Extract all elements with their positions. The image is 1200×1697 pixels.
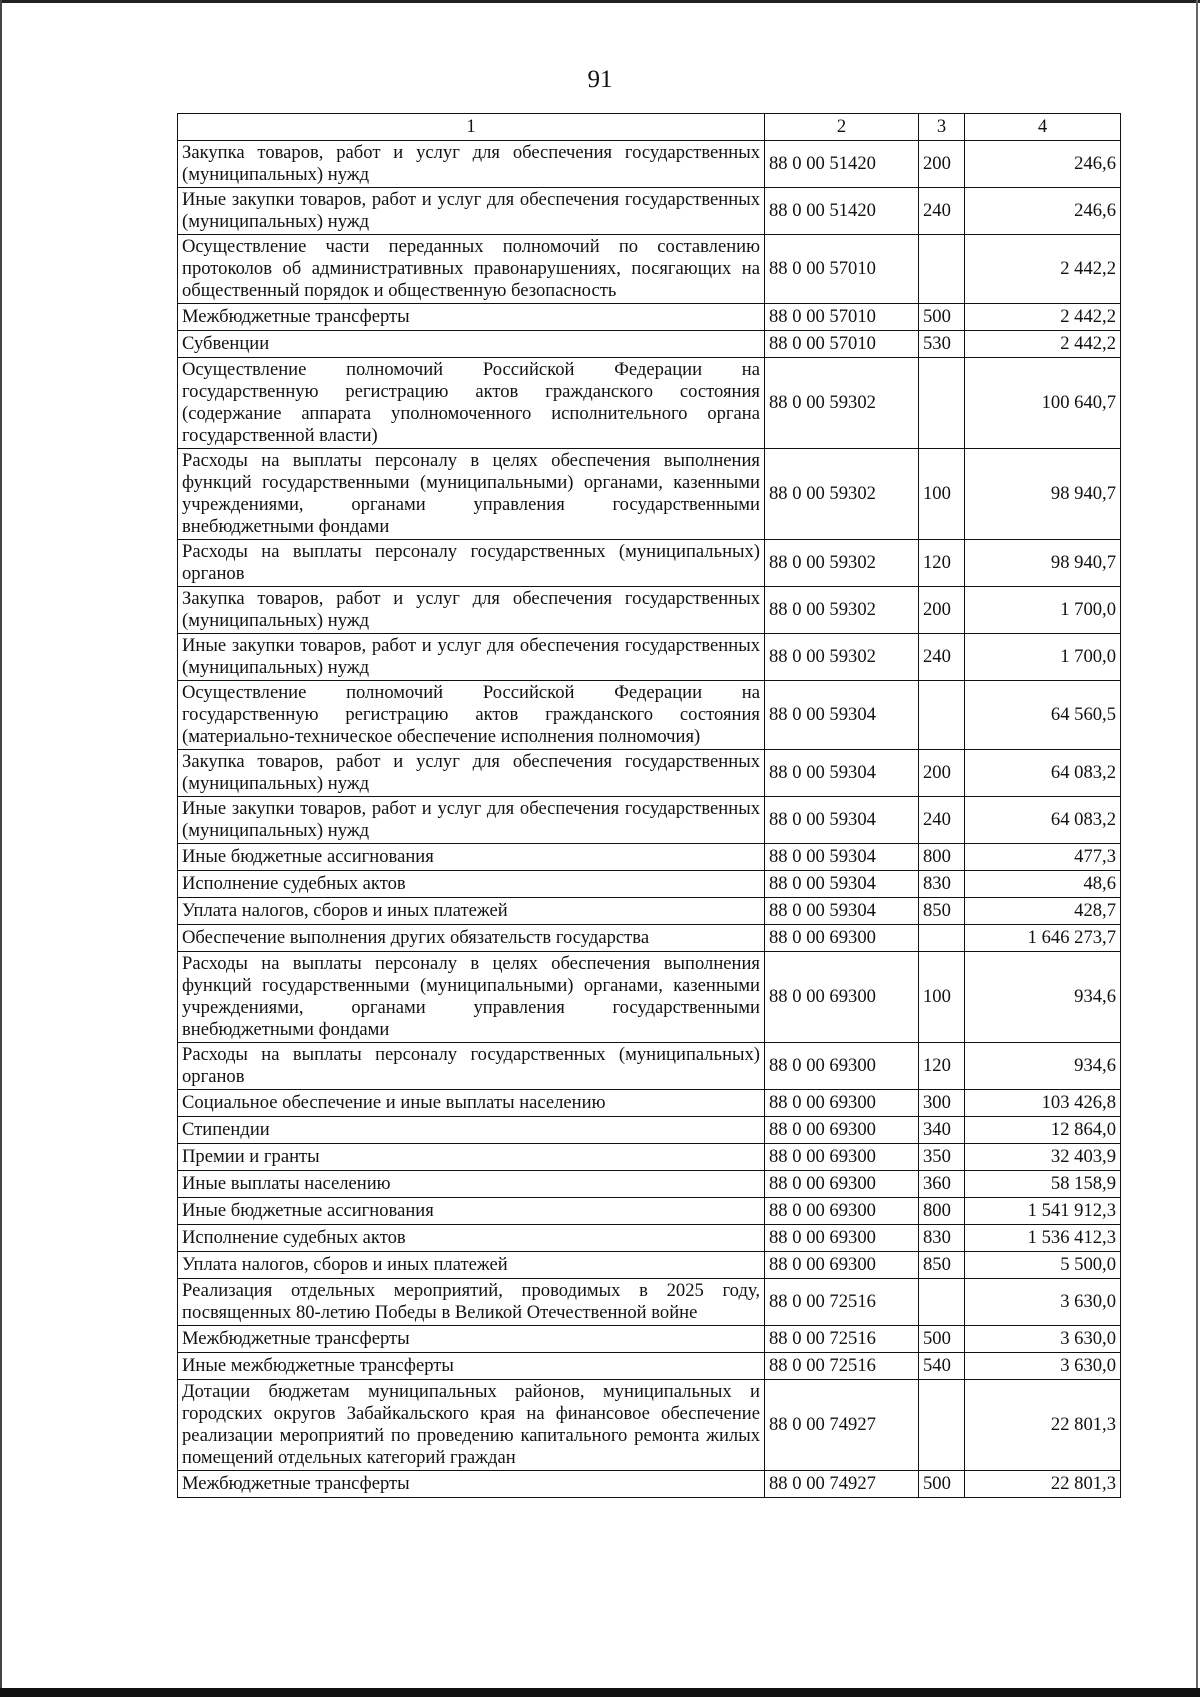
- amount-cell: 246,6: [965, 188, 1121, 235]
- code-cell: 88 0 00 69300: [765, 1144, 919, 1171]
- table-row: [178, 871, 1121, 898]
- code-cell: 88 0 00 51420: [765, 188, 919, 235]
- name-cell: Иные бюджетные ассигнования: [178, 844, 765, 871]
- scan-edge-right: [1196, 0, 1198, 1697]
- table-row: [178, 1198, 1121, 1225]
- table-row: [178, 304, 1121, 331]
- table-row: [178, 141, 1121, 188]
- code-cell: 88 0 00 74927: [765, 1471, 919, 1498]
- amount-cell: 22 801,3: [965, 1471, 1121, 1498]
- kind-cell: 350: [919, 1144, 965, 1171]
- amount-cell: 12 864,0: [965, 1117, 1121, 1144]
- table-row: [178, 1471, 1121, 1498]
- name-cell: Реализация отдельных мероприятий, проводимых в 2025 году, посвященных 80-летию Победы в Великой Отечественной войне: [178, 1279, 765, 1326]
- kind-cell: 540: [919, 1353, 965, 1380]
- name-cell: Субвенции: [178, 331, 765, 358]
- table-row: [178, 235, 1121, 304]
- table-row: [178, 750, 1121, 797]
- name-cell: Иные закупки товаров, работ и услуг для обеспечения государственных (муниципальных) нужд: [178, 634, 765, 681]
- table-header-row: [178, 114, 1121, 141]
- kind-cell: 200: [919, 141, 965, 188]
- code-cell: 88 0 00 57010: [765, 331, 919, 358]
- column-header-3: 3: [919, 114, 965, 141]
- kind-cell: [919, 1380, 965, 1471]
- kind-cell: [919, 358, 965, 449]
- code-cell: 88 0 00 59302: [765, 540, 919, 587]
- amount-cell: 934,6: [965, 1043, 1121, 1090]
- code-cell: 88 0 00 59304: [765, 844, 919, 871]
- code-cell: 88 0 00 57010: [765, 304, 919, 331]
- code-cell: 88 0 00 51420: [765, 141, 919, 188]
- scan-edge-bottom: [0, 1688, 1200, 1697]
- code-cell: 88 0 00 59304: [765, 898, 919, 925]
- code-cell: 88 0 00 74927: [765, 1380, 919, 1471]
- code-cell: 88 0 00 69300: [765, 925, 919, 952]
- table-row: [178, 925, 1121, 952]
- kind-cell: [919, 235, 965, 304]
- kind-cell: 850: [919, 1252, 965, 1279]
- amount-cell: 428,7: [965, 898, 1121, 925]
- name-cell: Иные выплаты населению: [178, 1171, 765, 1198]
- code-cell: 88 0 00 59304: [765, 797, 919, 844]
- amount-cell: 1 646 273,7: [965, 925, 1121, 952]
- name-cell: Закупка товаров, работ и услуг для обеспечения государственных (муниципальных) нужд: [178, 141, 765, 188]
- table-row: [178, 1090, 1121, 1117]
- column-header-4: 4: [965, 114, 1121, 141]
- table-row: [178, 188, 1121, 235]
- name-cell: Социальное обеспечение и иные выплаты населению: [178, 1090, 765, 1117]
- code-cell: 88 0 00 72516: [765, 1326, 919, 1353]
- kind-cell: 200: [919, 587, 965, 634]
- name-cell: Межбюджетные трансферты: [178, 304, 765, 331]
- kind-cell: 800: [919, 1198, 965, 1225]
- kind-cell: [919, 925, 965, 952]
- name-cell: Иные закупки товаров, работ и услуг для обеспечения государственных (муниципальных) нужд: [178, 188, 765, 235]
- table-row: [178, 797, 1121, 844]
- name-cell: Межбюджетные трансферты: [178, 1326, 765, 1353]
- code-cell: 88 0 00 69300: [765, 1117, 919, 1144]
- kind-cell: 500: [919, 304, 965, 331]
- code-cell: 88 0 00 69300: [765, 1198, 919, 1225]
- amount-cell: 98 940,7: [965, 540, 1121, 587]
- kind-cell: [919, 1279, 965, 1326]
- table-row: [178, 331, 1121, 358]
- code-cell: 88 0 00 59302: [765, 587, 919, 634]
- name-cell: Межбюджетные трансферты: [178, 1471, 765, 1498]
- amount-cell: 934,6: [965, 952, 1121, 1043]
- table-row: [178, 449, 1121, 540]
- table-row: [178, 358, 1121, 449]
- name-cell: Расходы на выплаты персоналу государственных (муниципальных) органов: [178, 540, 765, 587]
- name-cell: Иные межбюджетные трансферты: [178, 1353, 765, 1380]
- kind-cell: 200: [919, 750, 965, 797]
- table-row: [178, 898, 1121, 925]
- name-cell: Стипендии: [178, 1117, 765, 1144]
- amount-cell: 64 083,2: [965, 750, 1121, 797]
- scan-edge-left: [0, 0, 2, 1697]
- name-cell: Закупка товаров, работ и услуг для обеспечения государственных (муниципальных) нужд: [178, 587, 765, 634]
- scan-edge-top: [0, 0, 1200, 3]
- page-number: 91: [587, 66, 613, 93]
- kind-cell: 240: [919, 634, 965, 681]
- code-cell: 88 0 00 69300: [765, 1171, 919, 1198]
- amount-cell: 64 083,2: [965, 797, 1121, 844]
- amount-cell: 1 700,0: [965, 634, 1121, 681]
- amount-cell: 1 541 912,3: [965, 1198, 1121, 1225]
- table-row: [178, 634, 1121, 681]
- table-row: [178, 1326, 1121, 1353]
- name-cell: Уплата налогов, сборов и иных платежей: [178, 898, 765, 925]
- code-cell: 88 0 00 69300: [765, 1225, 919, 1252]
- code-cell: 88 0 00 57010: [765, 235, 919, 304]
- name-cell: Исполнение судебных актов: [178, 1225, 765, 1252]
- kind-cell: 530: [919, 331, 965, 358]
- kind-cell: 500: [919, 1326, 965, 1353]
- name-cell: Расходы на выплаты персоналу в целях обеспечения выполнения функций государственными (муниципальными) органами, казенными учреждениями, органами управления государственными внебюджетными фондами: [178, 449, 765, 540]
- amount-cell: 98 940,7: [965, 449, 1121, 540]
- amount-cell: 2 442,2: [965, 235, 1121, 304]
- amount-cell: 58 158,9: [965, 1171, 1121, 1198]
- table-body: [178, 141, 1121, 1498]
- name-cell: Расходы на выплаты персоналу в целях обеспечения выполнения функций государственными (муниципальными) органами, казенными учреждениями, органами управления государственными внебюджетными фондами: [178, 952, 765, 1043]
- amount-cell: 103 426,8: [965, 1090, 1121, 1117]
- name-cell: Премии и гранты: [178, 1144, 765, 1171]
- amount-cell: 5 500,0: [965, 1252, 1121, 1279]
- code-cell: 88 0 00 69300: [765, 952, 919, 1043]
- amount-cell: 1 700,0: [965, 587, 1121, 634]
- amount-cell: 1 536 412,3: [965, 1225, 1121, 1252]
- code-cell: 88 0 00 72516: [765, 1353, 919, 1380]
- code-cell: 88 0 00 59302: [765, 634, 919, 681]
- name-cell: Осуществление части переданных полномочий по составлению протоколов об административных правонарушениях, посягающих на общественный порядок и общественную безопасность: [178, 235, 765, 304]
- table-row: [178, 1380, 1121, 1471]
- kind-cell: 360: [919, 1171, 965, 1198]
- table-row: [178, 1252, 1121, 1279]
- name-cell: Иные закупки товаров, работ и услуг для обеспечения государственных (муниципальных) нужд: [178, 797, 765, 844]
- table-row: [178, 1225, 1121, 1252]
- kind-cell: 100: [919, 952, 965, 1043]
- code-cell: 88 0 00 59302: [765, 358, 919, 449]
- column-header-2: 2: [765, 114, 919, 141]
- kind-cell: 300: [919, 1090, 965, 1117]
- kind-cell: 120: [919, 1043, 965, 1090]
- table-row: [178, 1171, 1121, 1198]
- name-cell: Осуществление полномочий Российской Федерации на государственную регистрацию актов гражданского состояния (содержание аппарата уполномоченного исполнительного органа государственной власти): [178, 358, 765, 449]
- name-cell: Закупка товаров, работ и услуг для обеспечения государственных (муниципальных) нужд: [178, 750, 765, 797]
- table-row: [178, 844, 1121, 871]
- kind-cell: 340: [919, 1117, 965, 1144]
- name-cell: Осуществление полномочий Российской Федерации на государственную регистрацию актов гражданского состояния (материально-техническое обеспечение исполнения полномочия): [178, 681, 765, 750]
- amount-cell: 32 403,9: [965, 1144, 1121, 1171]
- amount-cell: 2 442,2: [965, 331, 1121, 358]
- kind-cell: 240: [919, 797, 965, 844]
- amount-cell: 246,6: [965, 141, 1121, 188]
- column-header-1: 1: [178, 114, 765, 141]
- table-row: [178, 1279, 1121, 1326]
- kind-cell: 800: [919, 844, 965, 871]
- amount-cell: 477,3: [965, 844, 1121, 871]
- table-row: [178, 1144, 1121, 1171]
- code-cell: 88 0 00 69300: [765, 1252, 919, 1279]
- code-cell: 88 0 00 69300: [765, 1090, 919, 1117]
- kind-cell: 120: [919, 540, 965, 587]
- code-cell: 88 0 00 69300: [765, 1043, 919, 1090]
- amount-cell: 3 630,0: [965, 1279, 1121, 1326]
- kind-cell: 830: [919, 871, 965, 898]
- code-cell: 88 0 00 59302: [765, 449, 919, 540]
- amount-cell: 64 560,5: [965, 681, 1121, 750]
- code-cell: 88 0 00 59304: [765, 681, 919, 750]
- table-row: [178, 540, 1121, 587]
- kind-cell: 850: [919, 898, 965, 925]
- kind-cell: 500: [919, 1471, 965, 1498]
- code-cell: 88 0 00 59304: [765, 750, 919, 797]
- amount-cell: 2 442,2: [965, 304, 1121, 331]
- kind-cell: 830: [919, 1225, 965, 1252]
- name-cell: Иные бюджетные ассигнования: [178, 1198, 765, 1225]
- table-row: [178, 587, 1121, 634]
- amount-cell: 3 630,0: [965, 1353, 1121, 1380]
- name-cell: Расходы на выплаты персоналу государственных (муниципальных) органов: [178, 1043, 765, 1090]
- amount-cell: 3 630,0: [965, 1326, 1121, 1353]
- table-row: [178, 1043, 1121, 1090]
- table-row: [178, 681, 1121, 750]
- name-cell: Исполнение судебных актов: [178, 871, 765, 898]
- table-row: [178, 1353, 1121, 1380]
- budget-table: [177, 113, 1121, 1498]
- amount-cell: 48,6: [965, 871, 1121, 898]
- name-cell: Обеспечение выполнения других обязательств государства: [178, 925, 765, 952]
- kind-cell: 240: [919, 188, 965, 235]
- kind-cell: [919, 681, 965, 750]
- kind-cell: 100: [919, 449, 965, 540]
- amount-cell: 22 801,3: [965, 1380, 1121, 1471]
- name-cell: Дотации бюджетам муниципальных районов, муниципальных и городских округов Забайкальского края на финансовое обеспечение реализации мероприятий по проведению капитального ремонта жилых помещений отдельных категорий граждан: [178, 1380, 765, 1471]
- table-row: [178, 952, 1121, 1043]
- name-cell: Уплата налогов, сборов и иных платежей: [178, 1252, 765, 1279]
- code-cell: 88 0 00 59304: [765, 871, 919, 898]
- table-row: [178, 1117, 1121, 1144]
- amount-cell: 100 640,7: [965, 358, 1121, 449]
- code-cell: 88 0 00 72516: [765, 1279, 919, 1326]
